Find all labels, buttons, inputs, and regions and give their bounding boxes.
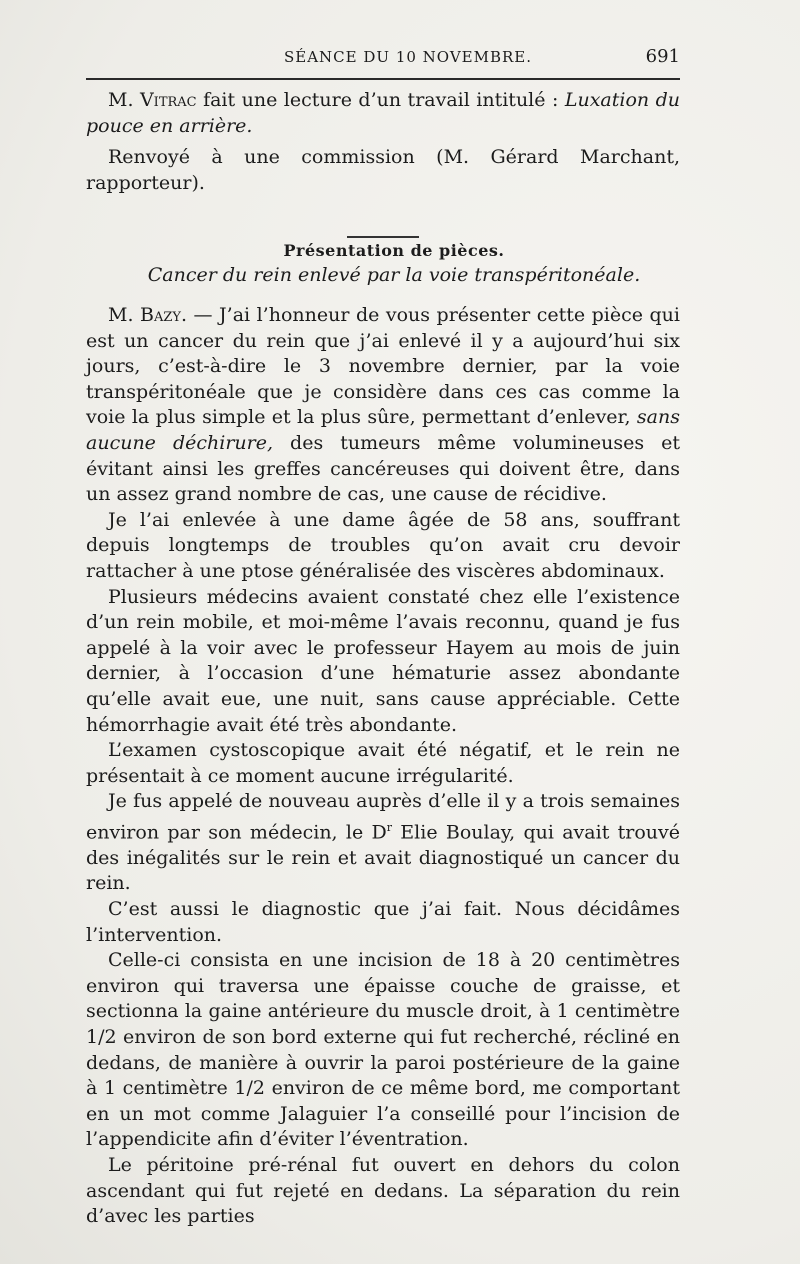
paragraph-referral: Renvoyé à une commission (M. Gérard Marchant, rapporteur).: [86, 146, 680, 194]
work-title: Luxation du pouce en arrière.: [86, 89, 680, 137]
paragraph-text: Je fus appelé de nouveau auprès d’elle il y a trois semaines environ par son médecin, le D: [86, 790, 680, 844]
paragraph: L’examen cystoscopique avait été négatif, et le rein ne présentait à ce moment aucune irrégularité.: [86, 739, 680, 787]
body-text: [86, 88, 680, 1230]
paragraph: C’est aussi le diagnostic que j’ai fait. Nous décidâmes l’intervention.: [86, 898, 680, 946]
paragraph: Le péritoine pré-rénal fut ouvert en dehors du colon ascendant qui fut rejeté en dedans. La séparation du rein d’avec les parties: [86, 1153, 680, 1228]
paragraph: [86, 789, 680, 897]
paragraph-text: Elie Boulay, qui avait trouvé des inégalités sur le rein et avait diagnostiqué un cancer du rein.: [86, 821, 680, 895]
paragraph: Je l’ai enlevée à une dame âgée de 58 ans, souffrant depuis longtemps de troubles qu’on avait cru devoir rattacher à une ptose généralisée des viscères abdominaux.: [86, 508, 680, 582]
paragraph: Plusieurs médecins avaient constaté chez elle l’existence d’un rein mobile, et moi-même l’avais reconnu, quand je fus appelé à la voir avec le professeur Hayem au mois de juin dernier, à l’occasion d’une hématurie assez abondante qu’elle avait eue, une nuit, sans cause appréciable. Cette hémorrhagie avait été très abondante.: [86, 585, 680, 736]
paragraph-text: fait une lecture d’un travail intitulé :: [196, 89, 565, 111]
section-subtitle: Cancer du rein enlevé par la voie transpéritonéale.: [147, 264, 641, 287]
speaker-name: M. Bazy.: [108, 304, 188, 327]
running-title: SÉANCE DU 10 NOVEMBRE.: [284, 48, 533, 66]
superscript: r: [386, 820, 393, 834]
header-rule: [86, 78, 680, 80]
page-number: 691: [645, 46, 680, 67]
paragraph-text: — J’ai l’honneur de vous présenter cette pièce qui est un cancer du rein que j’ai enlevé il y a aujourd’hui six jours, c’est-à-dire le 3 novembre dernier, par la voie transpéritonéale que je considère dans ces cas comme la voie la plus simple et la plus sûre, permettant d’enlever,: [86, 304, 680, 429]
paragraph-vitrac: [86, 88, 680, 139]
section-title: Présentation de pièces.: [283, 240, 505, 260]
paragraph-bazy: [86, 303, 680, 508]
paragraph-text: des tumeurs même volumineuses et évitant ainsi les greffes cancéreuses qui doivent être, dans un assez grand nombre de cas, une cause de récidive.: [86, 432, 680, 506]
page-header: [86, 44, 680, 72]
emphasis-text: sans aucune déchirure,: [86, 406, 680, 455]
paragraph: Celle-ci consista en une incision de 18 à 20 centimètres environ qui traversa une épaisse couche de graisse, et sectionna la gaine antérieure du muscle droit, à 1 centimètre 1/2 environ de son bord externe qui fut recherché, récliné en dedans, de manière à ouvrir la paroi postérieure de la gaine à 1 centimètre 1/2 environ de ce même bord, me comportant en un mot comme Jalaguier l’a conseillé pour l’incision de l’appendicite afin d’éviter l’éventration.: [86, 949, 680, 1151]
speaker-name: M. Vitrac: [108, 89, 197, 111]
spacer: [86, 289, 680, 303]
